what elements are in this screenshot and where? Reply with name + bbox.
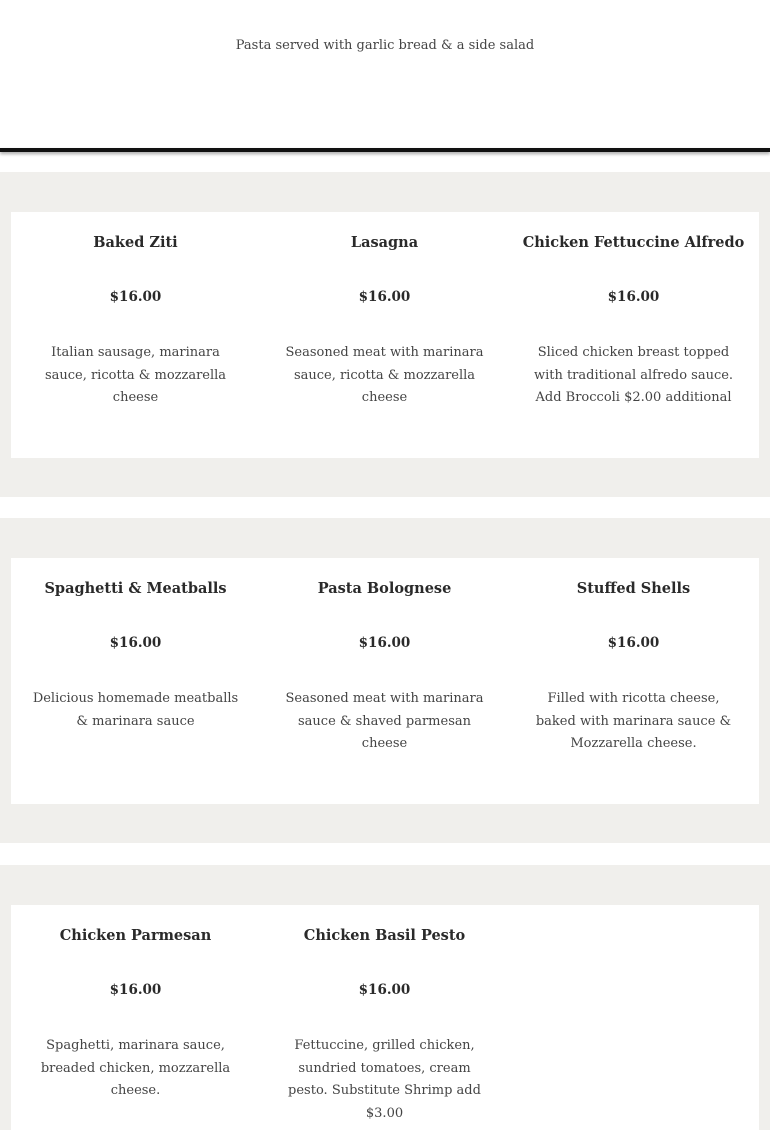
menu-item-price: $16.00 [358, 635, 411, 651]
menu-item-name: Baked Ziti [93, 234, 178, 251]
menu-item [260, 212, 509, 458]
menu-item-description: Seasoned meat with marinara sauce & shaved parmesan cheese [285, 691, 484, 751]
menu-item-description: Filled with ricotta cheese, baked with marinara sauce & Mozzarella cheese. [535, 691, 732, 751]
menu-item-description: Spaghetti, marinara sauce, breaded chicken, mozzarella cheese. [40, 1038, 231, 1098]
menu-item-description: Italian sausage, marinara sauce, ricotta & mozzarella cheese [44, 345, 227, 405]
menu-item [260, 905, 509, 1135]
menu-item [260, 558, 509, 804]
menu-item-price: $16.00 [109, 289, 162, 305]
menu-row [0, 172, 770, 497]
menu-item-price: $16.00 [358, 982, 411, 998]
menu-item-name: Lasagna [350, 234, 419, 251]
menu-item-description: Delicious homemade meatballs & marinara sauce [32, 691, 239, 729]
menu-item [11, 558, 260, 804]
menu-item [509, 558, 758, 804]
menu-item [11, 212, 260, 458]
menu-item-name: Chicken Fettuccine Alfredo [522, 234, 745, 251]
menu-item-name: Spaghetti & Meatballs [44, 580, 227, 597]
menu-item-price: $16.00 [358, 289, 411, 305]
menu-item-name: Chicken Parmesan [59, 927, 212, 944]
menu-row [0, 865, 770, 1130]
menu-item-name: Chicken Basil Pesto [303, 927, 466, 944]
menu-item-price: $16.00 [607, 635, 660, 651]
menu-item-description: Fettuccine, grilled chicken, sundried tomatoes, cream pesto. Substitute Shrimp add $3.00 [288, 1038, 481, 1121]
menu-item-price: $16.00 [109, 982, 162, 998]
menu-item [11, 905, 260, 1135]
section-divider [0, 148, 770, 152]
menu-item-price: $16.00 [607, 289, 660, 305]
menu-intro [0, 0, 770, 148]
menu-item-price: $16.00 [109, 635, 162, 651]
menu-item-name: Pasta Bolognese [317, 580, 452, 597]
menu-item-description: Seasoned meat with marinara sauce, ricotta & mozzarella cheese [285, 345, 484, 405]
menu-row [0, 518, 770, 843]
menu-item-name: Stuffed Shells [576, 580, 691, 597]
menu-item-description: Sliced chicken breast topped with traditional alfredo sauce. Add Broccoli $2.00 additional [533, 345, 734, 405]
menu-item [509, 212, 758, 458]
menu-card [11, 212, 759, 458]
menu-intro-text: Pasta served with garlic bread & a side salad [235, 38, 535, 53]
menu-card [11, 558, 759, 804]
menu-card [11, 905, 759, 1135]
